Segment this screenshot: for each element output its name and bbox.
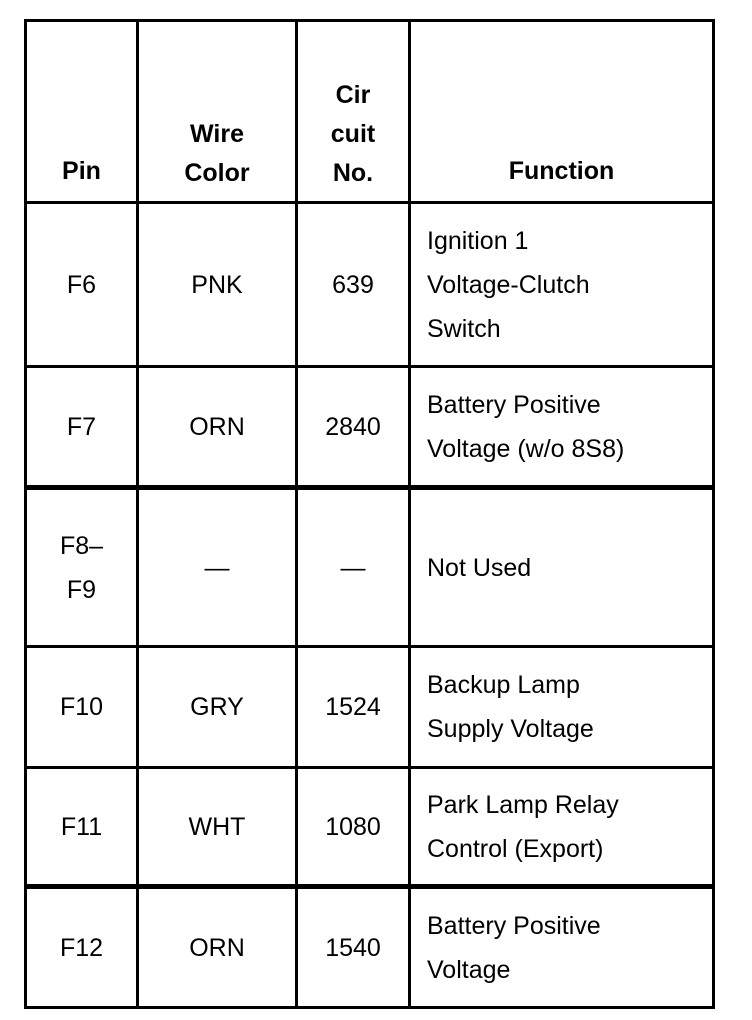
function-cell xyxy=(410,768,714,887)
table-row xyxy=(26,488,714,647)
header-function: Function xyxy=(410,21,714,203)
header-circuit-line: cuit xyxy=(330,120,376,148)
function-cell xyxy=(410,367,714,488)
connector-pin-table xyxy=(24,19,715,1009)
header-circuit-line: No. xyxy=(332,159,374,187)
function-line: Battery Positive xyxy=(427,390,601,419)
wire-color-cell: — xyxy=(138,488,297,647)
header-wire-color-line: Color xyxy=(184,159,250,187)
function-line: Voltage xyxy=(427,955,511,984)
wire-color-cell: ORN xyxy=(138,887,297,1008)
function-line: Park Lamp Relay xyxy=(427,790,619,819)
pin-cell: F6 xyxy=(26,203,138,367)
function-cell xyxy=(410,488,714,647)
wire-color-cell: WHT xyxy=(138,768,297,887)
header-circuit-no xyxy=(297,21,410,203)
circuit-cell: — xyxy=(297,488,410,647)
function-cell xyxy=(410,203,714,367)
table-header-row xyxy=(26,21,714,203)
wire-color-cell: PNK xyxy=(138,203,297,367)
function-line: Not Used xyxy=(427,553,532,582)
header-pin: Pin xyxy=(26,21,138,203)
circuit-cell: 2840 xyxy=(297,367,410,488)
wire-color-cell: ORN xyxy=(138,367,297,488)
header-wire-color-line: Wire xyxy=(190,120,244,148)
pin-cell: F7 xyxy=(26,367,138,488)
header-circuit-line: Cir xyxy=(335,81,371,109)
pin-line: F8– xyxy=(59,531,104,560)
circuit-cell: 1524 xyxy=(297,647,410,768)
pin-cell: F10 xyxy=(26,647,138,768)
table-row xyxy=(26,647,714,768)
function-cell xyxy=(410,647,714,768)
circuit-cell: 1540 xyxy=(297,887,410,1008)
function-cell xyxy=(410,887,714,1008)
table-row xyxy=(26,367,714,488)
function-line: Ignition 1 xyxy=(427,226,529,255)
function-line: Supply Voltage xyxy=(427,715,594,743)
pin-line: F9 xyxy=(66,575,97,604)
function-line: Switch xyxy=(427,314,501,343)
wire-color-cell: GRY xyxy=(138,647,297,768)
pin-cell: F11 xyxy=(26,768,138,887)
table-row xyxy=(26,768,714,887)
pin-cell xyxy=(26,488,138,647)
function-line: Control (Export) xyxy=(427,834,604,863)
circuit-cell: 639 xyxy=(297,203,410,367)
table-row xyxy=(26,203,714,367)
function-line: Voltage (w/o 8S8) xyxy=(427,434,625,463)
function-line: Backup Lamp xyxy=(427,671,580,699)
header-wire-color xyxy=(138,21,297,203)
function-line: Battery Positive xyxy=(427,911,601,940)
table-row xyxy=(26,887,714,1008)
function-line: Voltage-Clutch xyxy=(427,270,590,299)
pin-cell: F12 xyxy=(26,887,138,1008)
circuit-cell: 1080 xyxy=(297,768,410,887)
